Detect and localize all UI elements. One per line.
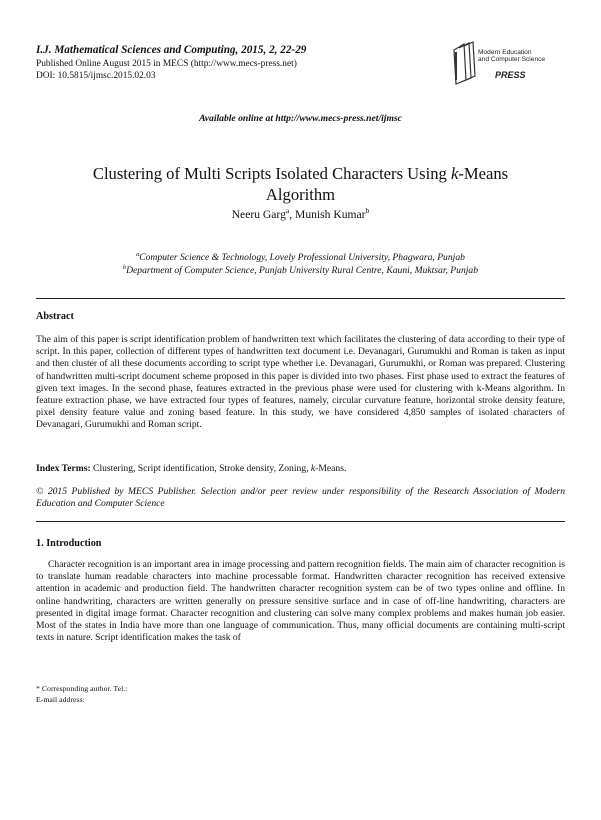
introduction-text: Character recognition is an important area in image processing and pattern recognition fields. The main aim of character recognition is to translate human readable characters into machine processable format. Handwritten character recognition has received extensive attention in academic and production field. The handwritten character recognition system can be of two types online and offline. In online handwriting, characters are written generally on pressure sensitive surface and in case of off-line handwriting, characters are presented in digital image format. Character recognition and clustering can solve many complex problems and makes human job easier. Most of the states in India have more than one language of communication. Thus, many official documents are containing multi-script texts in nature. Script identification makes the task of (36, 559, 565, 644)
footnote-corresponding: * Corresponding author. Tel.: (36, 684, 128, 693)
authors (0, 206, 601, 221)
abstract-text: The aim of this paper is script identification problem of handwritten text which facilitates the clustering of data according to their type of script. In this paper, collection of different types of handwritten text document i.e. Devanagari, Gurumukhi and Roman is taken as input and then cluster of all these documents according to script type whether i.e. Devanagari, Gurumukhi, or Roman was prepared. Clustering of handwritten multi-script document scheme proposed in this paper is divided into two phases. First phase used to extract the features of given text images. In the second phase, features extracted in the previous phase were used for clustering with k-Means algorithm. In feature extraction phase, we have extracted four types of features, namely, circular curvature feature, horizontal stroke density feature, pixel density feature value and zoning based feature. In this study, we have considered 4,850 samples of isolated characters of Devanagari, Gurumukhi and Roman script. (36, 334, 565, 431)
abstract-heading: Abstract (36, 311, 74, 322)
title-italic-k: k (450, 164, 459, 183)
logo-press: PRESS (495, 70, 526, 80)
logo-line-2: and Computer Science (478, 55, 546, 63)
affiliation-b (0, 264, 601, 276)
author-2: Munish Kumar (295, 207, 366, 221)
index-terms-text: Clustering, Script identification, Stroke density, Zoning, (90, 463, 311, 474)
footnote-email: E-mail address: (36, 695, 85, 704)
author-2-sup: b (365, 206, 370, 215)
introduction-heading: 1. Introduction (36, 538, 102, 549)
affiliation-b-text: Department of Computer Science, Punjab University Rural Centre, Kauni, Muktsar, Punjab (126, 265, 479, 277)
published-online-line: Published Online August 2015 in MECS (http://www.mecs-press.net) (36, 59, 297, 69)
title-part-2: -Means Algorithm (265, 164, 509, 204)
index-terms-end: -Means. (315, 463, 347, 474)
doi-line: DOI: 10.5815/ijmsc.2015.02.03 (36, 71, 156, 81)
copyright-notice: © 2015 Published by MECS Publisher. Selection and/or peer review under responsibility of the Research Association of Modern Education and Computer Science (36, 486, 565, 510)
affiliation-a (0, 251, 601, 263)
index-terms-label: Index Terms: (36, 463, 91, 474)
title-part-1: Clustering of Multi Scripts Isolated Characters Using (92, 164, 451, 183)
index-terms (36, 463, 565, 475)
affiliation-a-sup: a (136, 251, 140, 258)
author-1: Neeru Garg (231, 207, 286, 221)
author-1-sup: a (285, 206, 290, 215)
top-rule (36, 298, 565, 299)
affiliation-b-sup: b (122, 264, 127, 271)
available-online: Available online at http://www.mecs-press.net/ijmsc (199, 113, 402, 124)
author-separator: , (289, 207, 296, 221)
logo-line-1: Modern Education (478, 49, 532, 56)
logo-text (478, 50, 545, 63)
affiliation-a-text: Computer Science & Technology, Lovely Professional University, Phagwara, Punjab (139, 252, 465, 264)
paper-title (60, 163, 541, 205)
middle-rule (36, 521, 565, 522)
journal-citation: I.J. Mathematical Sciences and Computing, 2015, 2, 22-29 (36, 44, 307, 56)
index-terms-italic-k: k (310, 463, 316, 474)
